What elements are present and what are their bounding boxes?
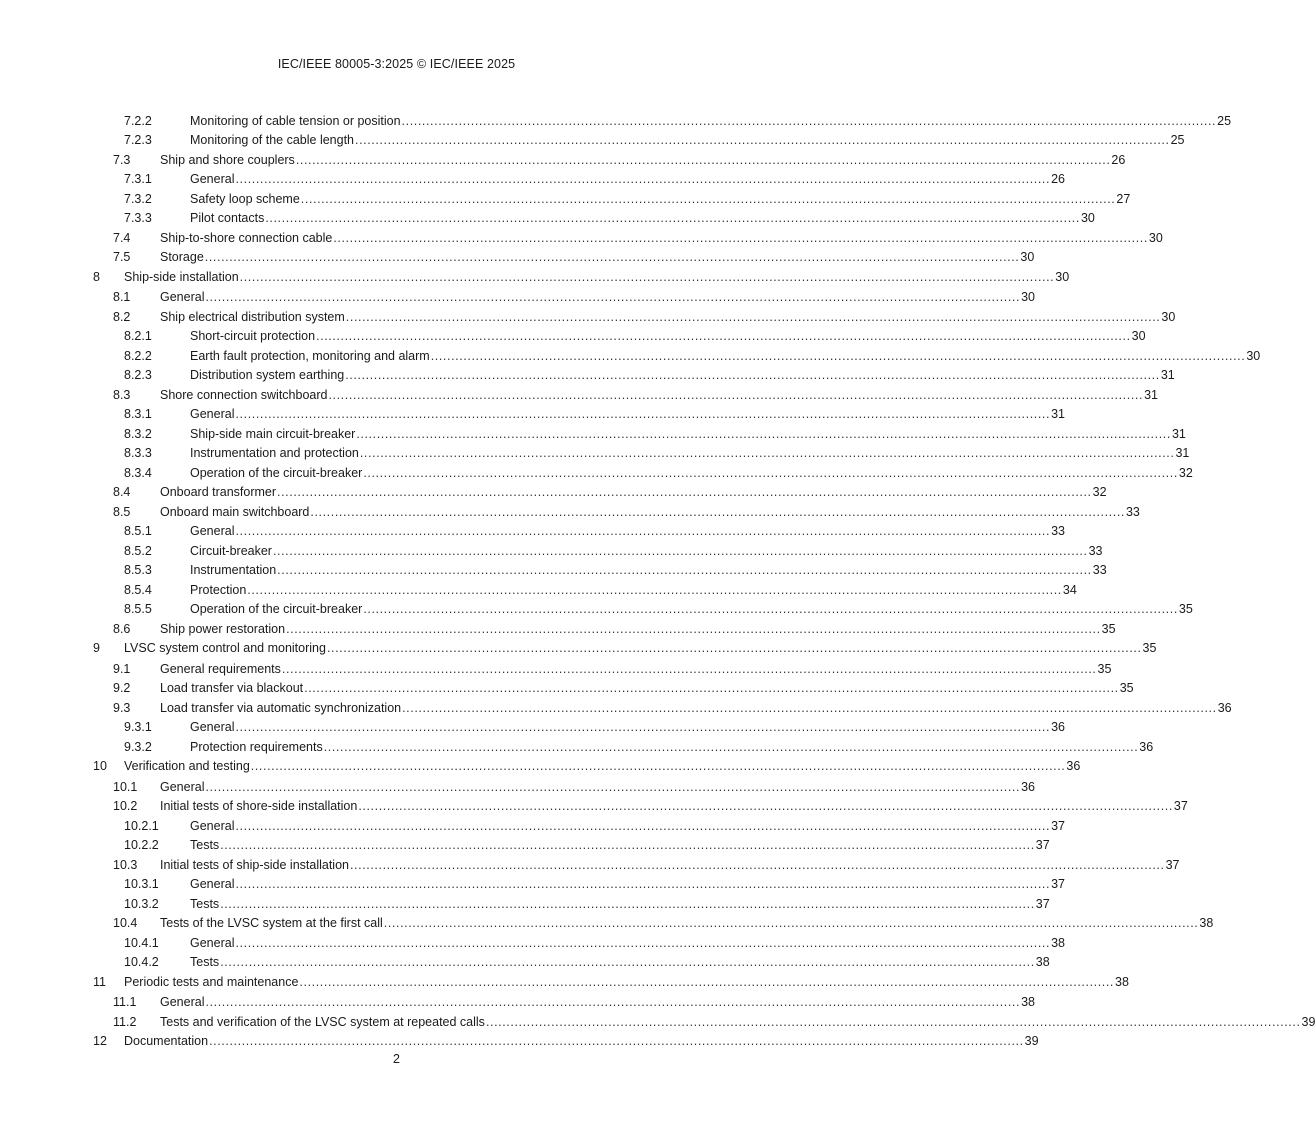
toc-entry-number: 7.2.2 (124, 113, 152, 128)
toc-entry-title: Initial tests of ship-side installation (160, 857, 349, 872)
toc-entry[interactable] (93, 719, 1065, 735)
toc-entry-page: 37 (1051, 818, 1065, 833)
toc-entry[interactable] (93, 289, 1035, 305)
toc-entry[interactable] (93, 680, 1134, 696)
toc-dot-leader: ........................................................................................................................................................................................................ (328, 387, 1144, 402)
toc-dot-leader: ........................................................................................................................................................................................................ (323, 739, 1139, 754)
toc-entry[interactable] (93, 857, 1180, 873)
toc-entry-number: 10.4.2 (124, 955, 159, 969)
toc-entry-number: 10 (93, 759, 107, 773)
toc-entry-number: 8.2.1 (124, 329, 152, 343)
toc-dot-leader: ........................................................................................................................................................................................................ (204, 250, 1020, 264)
toc-dot-leader: ........................................................................................................................................................................................................ (358, 799, 1173, 813)
toc-entry-page: 36 (1051, 720, 1065, 734)
toc-entry[interactable] (93, 1033, 1039, 1049)
toc-entry[interactable] (93, 484, 1107, 500)
toc-dot-leader: ........................................................................................................................................................................................................ (402, 700, 1217, 715)
toc-entry[interactable] (93, 954, 1050, 970)
toc-entry-number: 8.3.4 (124, 465, 152, 480)
toc-entry-page: 37 (1035, 896, 1050, 911)
toc-entry-title: General requirements (160, 661, 281, 676)
toc-entry[interactable] (93, 152, 1126, 168)
toc-entry[interactable] (93, 367, 1175, 383)
toc-entry-page: 30 (1021, 290, 1035, 304)
toc-entry[interactable] (93, 328, 1146, 344)
toc-entry-number: 8.1 (113, 290, 131, 304)
toc-dot-leader: ........................................................................................................................................................................................................ (310, 504, 1125, 519)
toc-entry-page: 30 (1020, 250, 1035, 264)
toc-entry-title: General (190, 818, 235, 833)
toc-entry-page: 33 (1125, 504, 1140, 519)
toc-entry-number: 9.3 (113, 700, 131, 715)
toc-entry[interactable] (93, 621, 1116, 637)
toc-entry-number: 7.5 (113, 250, 131, 264)
toc-entry-title: Ship-side main circuit-breaker (190, 426, 356, 441)
toc-entry-title: Operation of the circuit-breaker (190, 602, 363, 616)
toc-entry[interactable] (93, 896, 1050, 912)
toc-dot-leader: ........................................................................................................................................................................................................ (239, 269, 1055, 284)
toc-dot-leader: ........................................................................................................................................................................................................ (401, 113, 1217, 128)
toc-entry-page: 31 (1160, 368, 1175, 382)
toc-entry-number: 8.5.3 (124, 563, 152, 577)
toc-entry[interactable] (93, 543, 1103, 559)
toc-entry-title: Instrumentation (190, 563, 277, 577)
toc-entry-page: 37 (1051, 877, 1065, 891)
toc-entry-page: 33 (1088, 543, 1103, 558)
toc-entry-title: Protection (190, 582, 247, 597)
toc-entry-title: LVSC system control and monitoring (124, 641, 326, 655)
toc-entry-page: 32 (1092, 485, 1107, 499)
toc-dot-leader: ........................................................................................................................................................................................................ (235, 818, 1051, 833)
toc-entry-title: Initial tests of shore-side installation (160, 799, 358, 813)
toc-entry-number: 10.2 (113, 799, 138, 813)
toc-entry-page: 39 (1301, 1014, 1315, 1029)
toc-dot-leader: ........................................................................................................................................................................................................ (272, 543, 1088, 558)
toc-entry-page: 35 (1178, 602, 1193, 616)
toc-entry-page: 38 (1051, 935, 1065, 950)
toc-entry-title: General (160, 995, 205, 1009)
toc-entry[interactable] (93, 582, 1077, 598)
toc-entry-page: 31 (1051, 407, 1065, 421)
toc-entry-page: 30 (1055, 269, 1070, 284)
toc-entry-page: 30 (1148, 230, 1163, 245)
toc-entry-title: Load transfer via automatic synchronization (160, 700, 402, 715)
toc-dot-leader: ........................................................................................................................................................................................................ (349, 857, 1165, 872)
toc-entry[interactable] (93, 818, 1065, 834)
toc-dot-leader: ........................................................................................................................................................................................................ (235, 407, 1051, 421)
toc-entry[interactable] (93, 191, 1131, 207)
toc-entry-page: 31 (1144, 387, 1158, 402)
toc-entry[interactable] (93, 523, 1065, 539)
toc-entry[interactable] (93, 779, 1035, 795)
toc-entry[interactable] (93, 269, 1070, 285)
toc-dot-leader: ........................................................................................................................................................................................................ (300, 191, 1116, 206)
toc-entry-number: 10.3.1 (124, 877, 159, 891)
toc-entry-title: General (160, 779, 205, 794)
toc-entry-number: 7.2.3 (124, 133, 152, 147)
toc-entry-page: 30 (1131, 329, 1146, 343)
toc-entry-page: 38 (1199, 916, 1214, 930)
toc-entry-title: Monitoring of the cable length (190, 133, 354, 147)
toc-entry-title: Short-circuit protection (190, 329, 316, 343)
toc-dot-leader: ........................................................................................................................................................................................................ (383, 916, 1199, 930)
toc-entry-number: 7.4 (113, 230, 131, 245)
toc-entry-page: 34 (1062, 582, 1077, 597)
toc-entry-title: Onboard main switchboard (160, 504, 310, 519)
toc-entry[interactable] (93, 640, 1157, 656)
toc-dot-leader: ........................................................................................................................................................................................................ (235, 935, 1051, 950)
toc-dot-leader: ........................................................................................................................................................................................................ (430, 348, 1246, 363)
toc-entry-page: 30 (1246, 348, 1261, 363)
toc-entry-title: Ship and shore couplers (160, 152, 295, 167)
toc-entry-page: 30 (1080, 211, 1095, 225)
toc-entry-number: 9.3.1 (124, 720, 152, 734)
toc-dot-leader: ........................................................................................................................................................................................................ (345, 368, 1160, 382)
toc-entry-page: 32 (1178, 465, 1193, 480)
toc-dot-leader: ........................................................................................................................................................................................................ (205, 995, 1021, 1009)
toc-dot-leader: ........................................................................................................................................................................................................ (220, 838, 1035, 852)
toc-entry-title: Tests and verification of the LVSC system at repeated calls (160, 1014, 485, 1029)
toc-entry-number: 10.4.1 (124, 935, 159, 950)
toc-entry-number: 10.2.1 (124, 818, 159, 833)
toc-entry-page: 37 (1165, 857, 1180, 872)
toc-entry-title: Distribution system earthing (190, 368, 345, 382)
toc-entry-page: 33 (1051, 524, 1065, 538)
toc-entry-page: 39 (1024, 1034, 1039, 1048)
toc-entry-page: 36 (1139, 739, 1154, 754)
toc-entry-page: 26 (1111, 152, 1126, 167)
toc-entry-page: 36 (1217, 700, 1232, 715)
toc-entry[interactable] (93, 994, 1035, 1010)
toc-entry[interactable] (93, 876, 1065, 892)
toc-entry-page: 33 (1092, 563, 1107, 577)
toc-entry[interactable] (93, 700, 1232, 716)
toc-dot-leader: ........................................................................................................................................................................................................ (205, 779, 1021, 794)
toc-entry-number: 7.3 (113, 152, 131, 167)
toc-entry[interactable] (93, 601, 1193, 617)
toc-entry[interactable] (93, 348, 1261, 364)
toc-entry-title: General (190, 720, 235, 734)
toc-entry-number: 8.4 (113, 485, 131, 499)
toc-entry-page: 37 (1035, 838, 1050, 852)
toc-entry-page: 38 (1021, 995, 1035, 1009)
toc-entry-number: 8.5 (113, 504, 131, 519)
toc-entry-number: 7.3.2 (124, 191, 152, 206)
toc-entry-page: 25 (1170, 133, 1185, 147)
toc-dot-leader: ........................................................................................................................................................................................................ (220, 896, 1035, 911)
toc-entry-page: 35 (1101, 621, 1116, 636)
toc-entry[interactable] (93, 562, 1107, 578)
toc-entry-title: Tests (190, 838, 220, 852)
toc-entry-title: Safety loop scheme (190, 191, 300, 206)
toc-dot-leader: ........................................................................................................................................................................................................ (205, 290, 1021, 304)
toc-entry-number: 8.6 (113, 621, 131, 636)
toc-entry-title: General (190, 172, 235, 186)
toc-entry[interactable] (93, 249, 1035, 265)
toc-entry[interactable] (93, 426, 1186, 442)
toc-entry-title: Tests of the LVSC system at the first call (160, 916, 383, 930)
toc-dot-leader: ........................................................................................................................................................................................................ (286, 621, 1101, 636)
toc-entry-title: Ship-side installation (124, 269, 239, 284)
toc-dot-leader: ........................................................................................................................................................................................................ (363, 465, 1178, 480)
toc-entry[interactable] (93, 113, 1232, 129)
toc-entry-title: Tests (190, 955, 220, 969)
toc-entry-page: 26 (1051, 172, 1065, 186)
toc-dot-leader: ........................................................................................................................................................................................................ (316, 329, 1131, 343)
toc-entry-page: 35 (1142, 641, 1157, 655)
toc-dot-leader: ........................................................................................................................................................................................................ (209, 1034, 1024, 1048)
toc-entry-number: 8.5.4 (124, 582, 152, 597)
toc-entry-page: 25 (1217, 113, 1232, 128)
toc-dot-leader: ........................................................................................................................................................................................................ (247, 582, 1062, 597)
toc-entry[interactable] (93, 171, 1065, 187)
toc-entry-title: Instrumentation and protection (190, 446, 359, 460)
toc-entry-title: Ship power restoration (160, 621, 286, 636)
toc-dot-leader: ........................................................................................................................................................................................................ (355, 133, 1170, 147)
toc-entry-title: Storage (160, 250, 204, 264)
toc-entry-title: Operation of the circuit-breaker (190, 465, 363, 480)
toc-entry[interactable] (93, 974, 1129, 990)
toc-entry[interactable] (93, 210, 1095, 226)
toc-entry-title: Onboard transformer (160, 485, 277, 499)
toc-entry[interactable] (93, 798, 1188, 814)
toc-entry-title: General (190, 407, 235, 421)
toc-entry-number: 8 (93, 269, 100, 284)
toc-entry-number: 8.5.2 (124, 543, 152, 558)
page-header: IEC/IEEE 80005-3:2025 © IEC/IEEE 2025 (277, 57, 516, 71)
toc-entry-title: Protection requirements (190, 739, 323, 754)
toc-entry-number: 10.2.2 (124, 838, 159, 852)
toc-entry[interactable] (93, 465, 1193, 481)
toc-entry-number: 8.3.2 (124, 426, 152, 441)
toc-entry-page: 36 (1021, 779, 1035, 794)
page-number: 2 (393, 1052, 400, 1066)
toc-entry-title: Ship-to-shore connection cable (160, 230, 333, 245)
toc-dot-leader: ........................................................................................................................................................................................................ (363, 602, 1178, 616)
toc-entry[interactable] (93, 758, 1081, 774)
toc-entry[interactable] (93, 661, 1112, 677)
toc-entry-number: 8.5.1 (124, 524, 152, 538)
toc-entry-title: Monitoring of cable tension or position (190, 113, 401, 128)
toc-entry-title: General (190, 524, 235, 538)
toc-dot-leader: ........................................................................................................................................................................................................ (345, 309, 1161, 324)
toc-entry-title: Shore connection switchboard (160, 387, 328, 402)
toc-entry[interactable] (93, 915, 1214, 931)
toc-dot-leader: ........................................................................................................................................................................................................ (250, 759, 1066, 773)
toc-entry-title: Earth fault protection, monitoring and alarm (190, 348, 430, 363)
toc-entry-number: 11 (93, 974, 106, 989)
toc-entry-number: 8.2 (113, 309, 131, 324)
toc-dot-leader: ........................................................................................................................................................................................................ (485, 1014, 1301, 1029)
toc-entry-title: General (160, 290, 205, 304)
toc-entry-page: 38 (1035, 955, 1050, 969)
toc-dot-leader: ........................................................................................................................................................................................................ (304, 681, 1119, 695)
toc-entry[interactable] (93, 309, 1176, 325)
toc-entry-number: 10.4 (113, 916, 138, 930)
toc-dot-leader: ........................................................................................................................................................................................................ (326, 641, 1142, 655)
toc-entry-page: 38 (1115, 974, 1129, 989)
toc-entry-page: 35 (1097, 661, 1112, 676)
toc-entry-title: General (190, 877, 235, 891)
toc-dot-leader: ........................................................................................................................................................................................................ (295, 152, 1111, 167)
toc-dot-leader: ........................................................................................................................................................................................................ (299, 974, 1115, 989)
toc-entry-number: 7.3.1 (124, 172, 152, 186)
toc-entry-title: General (190, 935, 235, 950)
toc-entry-title: Verification and testing (124, 759, 250, 773)
toc-dot-leader: ........................................................................................................................................................................................................ (235, 877, 1051, 891)
toc-entry-number: 11.2 (113, 1014, 137, 1029)
toc-entry-number: 8.2.2 (124, 348, 152, 363)
toc-dot-leader: ........................................................................................................................................................................................................ (359, 446, 1175, 460)
toc-dot-leader: ........................................................................................................................................................................................................ (333, 230, 1148, 245)
toc-entry-number: 11.1 (113, 995, 137, 1009)
toc-entry-page: 31 (1171, 426, 1186, 441)
toc-entry-number: 9.2 (113, 681, 131, 695)
toc-entry-title: Circuit-breaker (190, 543, 272, 558)
toc-entry-page: 35 (1119, 681, 1134, 695)
toc-entry-page: 31 (1175, 446, 1190, 460)
toc-entry[interactable] (93, 406, 1065, 422)
toc-entry-page: 30 (1161, 309, 1176, 324)
toc-entry-number: 9.3.2 (124, 739, 152, 754)
toc-entry-number: 8.3.1 (124, 407, 152, 421)
toc-entry[interactable] (93, 504, 1140, 520)
toc-dot-leader: ........................................................................................................................................................................................................ (235, 720, 1051, 734)
toc-entry-number: 8.3.3 (124, 446, 152, 460)
toc-entry-title: Periodic tests and maintenance (124, 974, 299, 989)
toc-entry[interactable] (93, 132, 1185, 148)
toc-entry-title: Load transfer via blackout (160, 681, 304, 695)
toc-entry[interactable] (93, 445, 1190, 461)
toc-entry-page: 36 (1066, 759, 1081, 773)
toc-entry[interactable] (93, 837, 1050, 853)
toc-entry-number: 10.1 (113, 779, 138, 794)
toc-entry-number: 8.3 (113, 387, 131, 402)
toc-dot-leader: ........................................................................................................................................................................................................ (265, 211, 1080, 225)
toc-entry-number: 9.1 (113, 661, 131, 676)
toc-dot-leader: ........................................................................................................................................................................................................ (281, 661, 1097, 676)
toc-dot-leader: ........................................................................................................................................................................................................ (235, 524, 1051, 538)
toc-dot-leader: ........................................................................................................................................................................................................ (277, 563, 1092, 577)
toc-dot-leader: ........................................................................................................................................................................................................ (277, 485, 1092, 499)
toc-entry[interactable] (93, 739, 1154, 755)
toc-entry[interactable] (93, 230, 1163, 246)
toc-entry-number: 8.2.3 (124, 368, 152, 382)
toc-entry-title: Pilot contacts (190, 211, 265, 225)
toc-entry-title: Ship electrical distribution system (160, 309, 345, 324)
toc-entry[interactable] (93, 1014, 1315, 1030)
toc-entry-number: 8.5.5 (124, 602, 152, 616)
toc-dot-leader: ........................................................................................................................................................................................................ (235, 172, 1051, 186)
toc-entry-number: 7.3.3 (124, 211, 152, 225)
toc-entry-title: Tests (190, 896, 220, 911)
toc-entry-number: 10.3 (113, 857, 138, 872)
toc-entry-number: 9 (93, 641, 100, 655)
toc-entry-page: 37 (1173, 799, 1188, 813)
toc-dot-leader: ........................................................................................................................................................................................................ (220, 955, 1035, 969)
toc-entry-number: 10.3.2 (124, 896, 159, 911)
toc-entry-title: Documentation (124, 1034, 209, 1048)
toc-entry[interactable] (93, 935, 1065, 951)
toc-entry-number: 12 (93, 1034, 107, 1048)
toc-entry[interactable] (93, 387, 1158, 403)
toc-entry-page: 27 (1116, 191, 1131, 206)
toc-dot-leader: ........................................................................................................................................................................................................ (356, 426, 1171, 441)
